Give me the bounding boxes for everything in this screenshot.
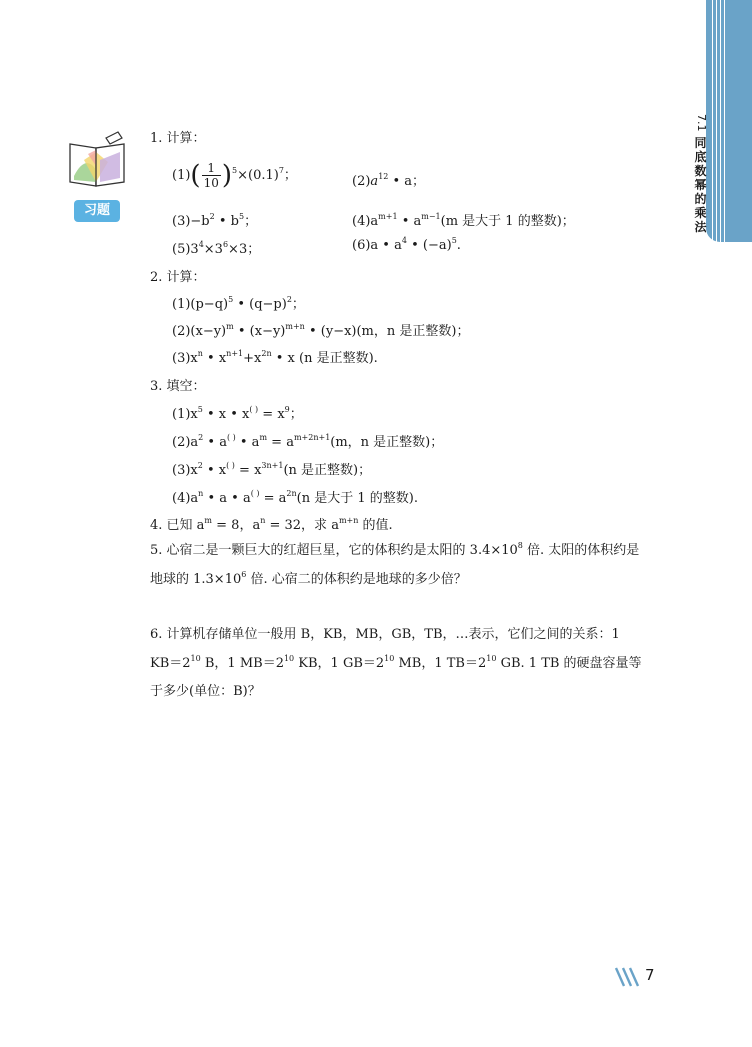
tab-stripes [712,0,726,242]
ex1-part-4: $(4)a^{m+1}$ • $a^{m-1}(m$ 是大于 1 的整数)； [352,212,575,229]
exercise-3-heading: 3. 填空： [150,379,206,394]
chapter-label [694,114,708,234]
ex2-part-2: $(2)(x-y)^m$ • $(x-y)^{m+n}$ • (y−x)(m，n 是正整数)； [172,322,470,339]
exercise-5: 5. 心宿二是一颗巨大的红超巨星，它的体积约是太阳的 $3.4\times 10^8$ 倍. 太阳的体积约是地球的 $1.3\times 10^6$ 倍. 心宿二的体积约是地球的多少倍？ [150,541,640,587]
ex1-part-2: $(2)a^{12}$ • a； [352,172,426,189]
ex3-part-4: $(4)a^n$ • a • $a^{( )} = a^{2n}(n$ 是大于 1 的整数). [172,489,418,506]
fraction: $\frac{1}{10}$ [203,161,219,190]
open-book-icon [66,130,128,190]
exercise-6: 6. 计算机存储单位一般用 B，KB，MB，GB，TB，…表示，它们之间的关系：1 $KB=2^{10}$ B，1 $MB=2^{10}$ KB，1 $GB=2^{10}$ MB，1 $TB=2^{10}$ GB. 1 TB 的硬盘容量等于多少(单位：B)？ [150,627,642,699]
ex1-part-3: $(3)-b^2$ • $b^5$； [172,212,258,229]
ex1-part-5: $(5)3^4\times 3^6\times 3$； [172,240,261,257]
exercise-badge: 习题 [74,200,120,222]
exercise-1-heading: 1. 计算： [150,131,206,146]
ex3-part-2: $(2)a^2$ • a( ) • $a^m = a^{m+2n+1}(m$，n 是正整数)； [172,433,444,450]
chapter-number: 7.1 [695,114,708,132]
decorative-slashes-icon [614,966,644,988]
chapter-side-tab [706,0,752,242]
exercise-1 [150,129,660,148]
ex3-part-3: $(3)x^2$ • $x^{( )} = x^{3n+1}(n$ 是正整数)； [172,461,372,478]
exercise-2-heading: 2. 计算： [150,270,206,285]
chapter-title: 同底数幂的乘法 [694,135,708,234]
exercise-4: 4. 已知 $a^m = 8$，$a^n = 32$，求 $a^{m+n}$ 的值. [150,516,393,533]
ex1-part-6: (6)a • $a^4$ • $(-a)^5$. [352,236,461,253]
ex2-part-3: $(3)x^n$ • $x^{n+1}+x^{2n}$ • x (n 是正整数). [172,349,378,366]
page-number: 7 [645,966,655,984]
exercise-icon-group [64,130,130,222]
ex3-part-1: $(1)x^5$ • x • $x^{( )} = x^9$； [172,405,303,422]
ex2-part-1: $(1)(p-q)^5$ • $(q-p)^2$； [172,295,305,312]
ex1-part-1: (1)( $\frac{1}{10}$ )$^5\times(0.1)^7$； [172,160,297,191]
